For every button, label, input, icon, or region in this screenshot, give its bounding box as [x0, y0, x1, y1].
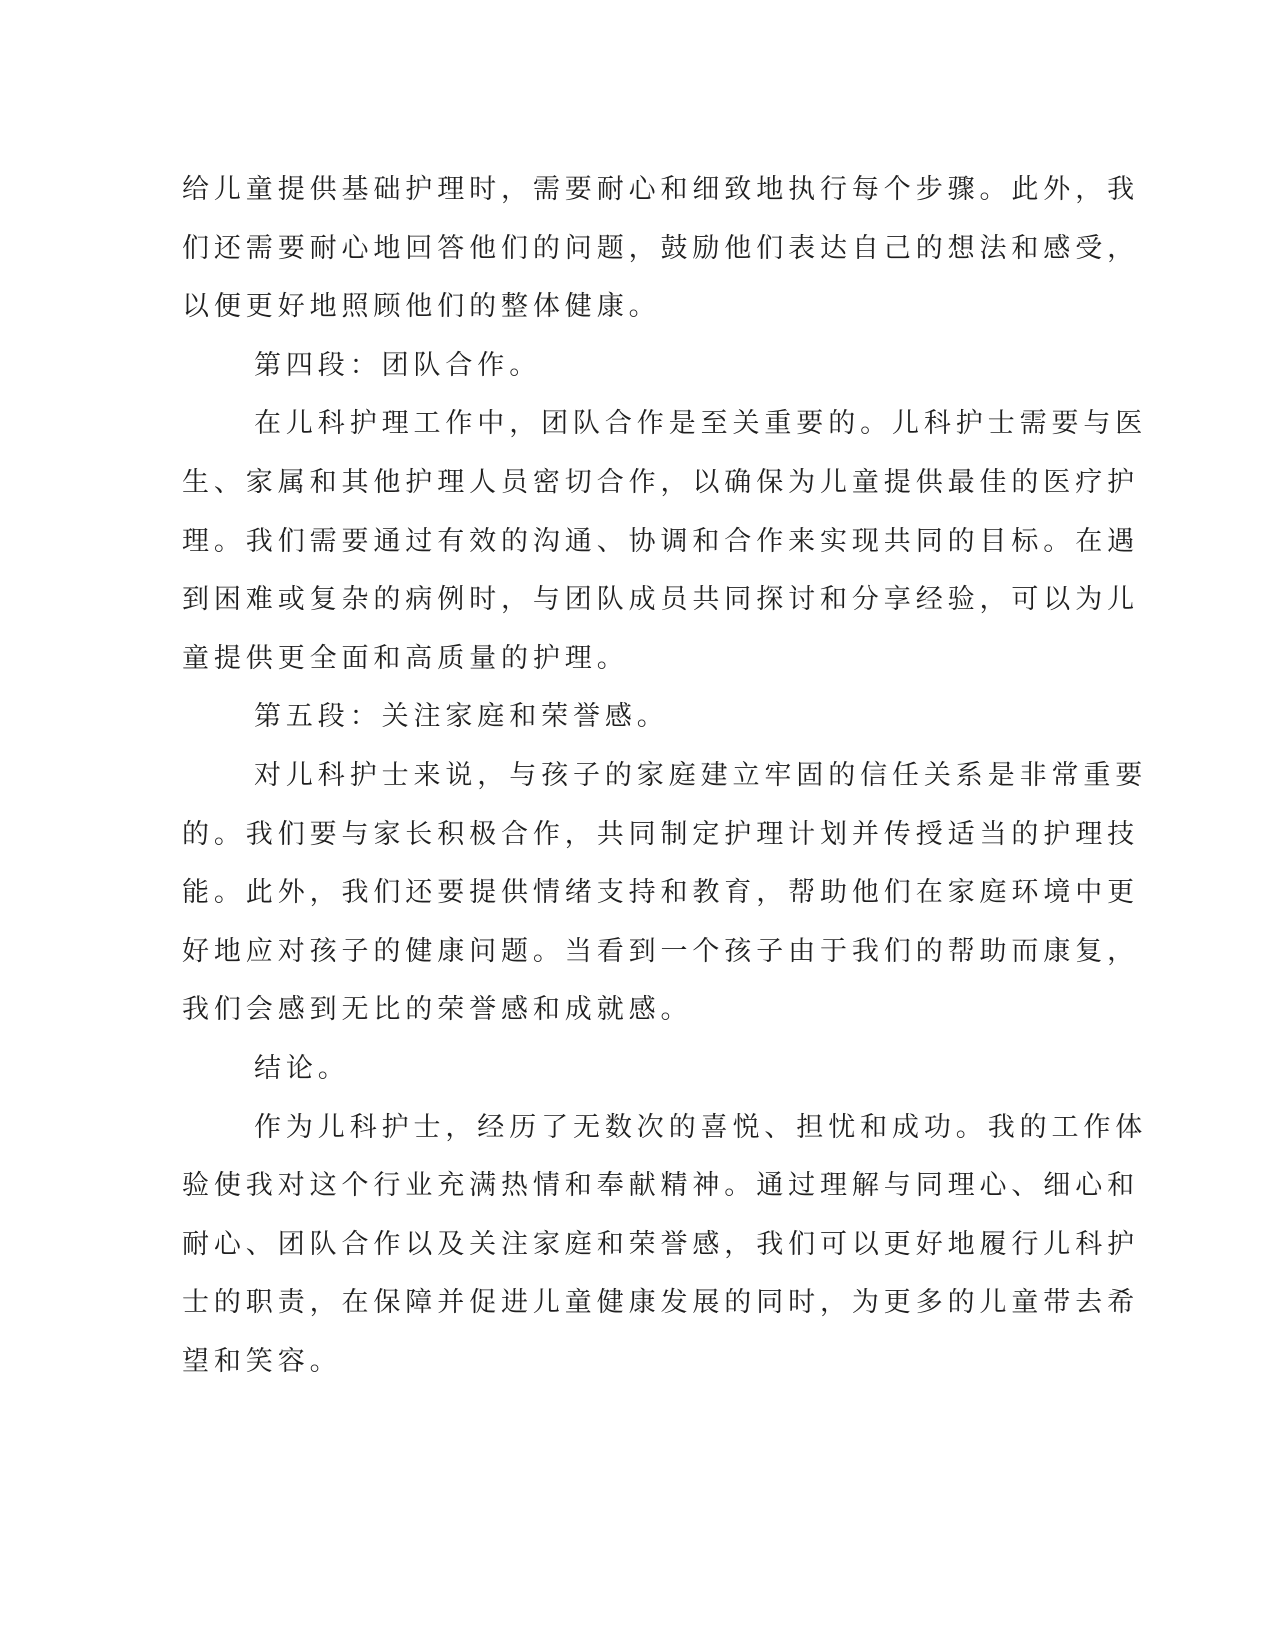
text-line: 士的职责，在保障并促进儿童健康发展的同时，为更多的儿童带去希: [182, 1287, 1139, 1319]
text-line: 童提供更全面和高质量的护理。: [182, 642, 629, 674]
section-heading-4: [182, 337, 1042, 396]
paragraph-conclusion: [182, 1099, 1148, 1392]
paragraph-family: [182, 747, 1148, 1040]
paragraph-continuation: [182, 161, 1139, 337]
text-line: 对儿科护士来说，与孩子的家庭建立牢固的信任关系是非常重要: [254, 759, 1148, 791]
heading-text: 结论。: [254, 1052, 350, 1084]
text-line: 以便更好地照顾他们的整体健康。: [182, 291, 661, 323]
text-line: 望和笑容。: [182, 1345, 342, 1377]
text-line: 作为儿科护士，经历了无数次的喜悦、担忧和成功。我的工作体: [254, 1111, 1148, 1143]
text-line: 能。此外，我们还要提供情绪支持和教育，帮助他们在家庭环境中更: [182, 877, 1139, 909]
text-line: 在儿科护理工作中，团队合作是至关重要的。儿科护士需要与医: [254, 408, 1148, 440]
text-line: 们还需要耐心地回答他们的问题，鼓励他们表达自己的想法和感受，: [182, 232, 1139, 264]
text-line: 给儿童提供基础护理时，需要耐心和细致地执行每个步骤。此外，我: [182, 174, 1139, 205]
text-line: 到困难或复杂的病例时，与团队成员共同探讨和分享经验，可以为儿: [182, 584, 1139, 616]
text-line: 理。我们需要通过有效的沟通、协调和合作来实现共同的目标。在遇: [182, 525, 1139, 557]
text-line: 的。我们要与家长积极合作，共同制定护理计划并传授适当的护理技: [182, 818, 1139, 850]
paragraph-teamwork: [182, 395, 1148, 688]
text-line: 好地应对孩子的健康问题。当看到一个孩子由于我们的帮助而康复，: [182, 935, 1139, 967]
section-heading-5: [182, 688, 1042, 747]
text-line: 耐心、团队合作以及关注家庭和荣誉感，我们可以更好地履行儿科护: [182, 1228, 1139, 1260]
text-line: 验使我对这个行业充满热情和奉献精神。通过理解与同理心、细心和: [182, 1170, 1139, 1202]
text-line: 我们会感到无比的荣誉感和成就感。: [182, 994, 693, 1026]
heading-text: 第四段：团队合作。: [254, 349, 542, 381]
text-line: 生、家属和其他护理人员密切合作，以确保为儿童提供最佳的医疗护: [182, 466, 1139, 498]
document-body: [182, 161, 1148, 1391]
heading-text: 第五段：关注家庭和荣誉感。: [254, 701, 669, 733]
section-heading-conclusion: [182, 1040, 1042, 1099]
